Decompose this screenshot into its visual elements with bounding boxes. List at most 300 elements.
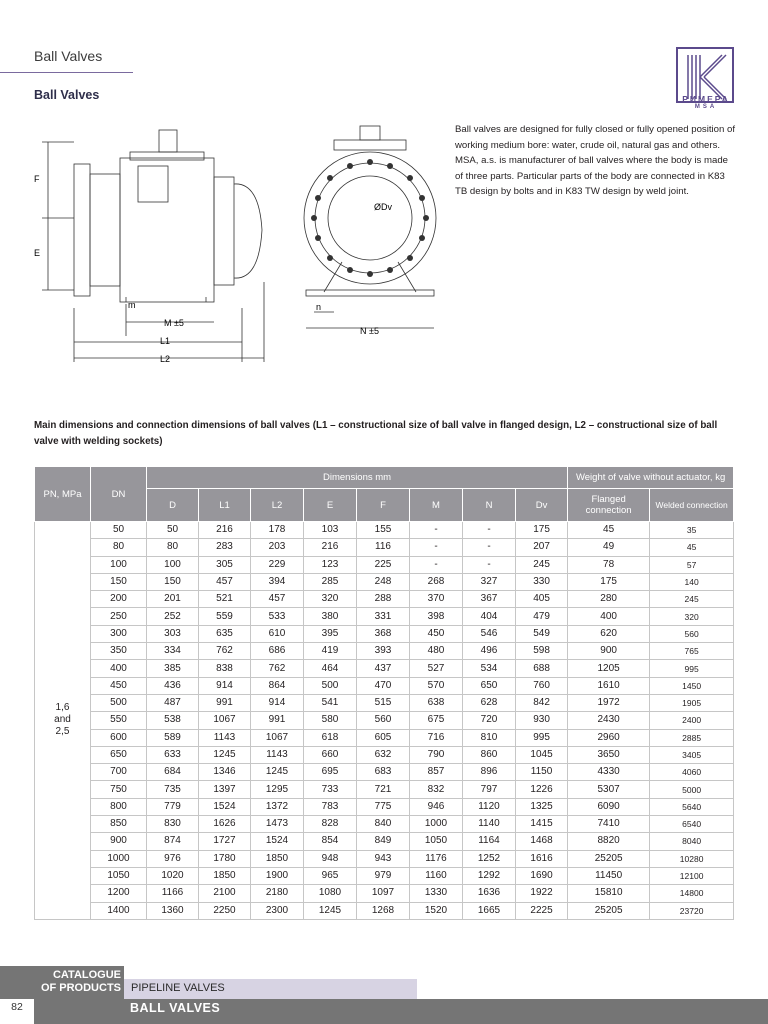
table-cell: 400 <box>91 660 147 677</box>
table-row <box>35 660 734 677</box>
table-row <box>35 643 734 660</box>
footer-pipeline-label: PIPELINE VALVES <box>131 982 225 994</box>
table-cell: 5000 <box>650 781 734 798</box>
table-cell: 620 <box>568 625 650 642</box>
table-cell: 1045 <box>516 746 568 763</box>
table-cell: 800 <box>91 798 147 815</box>
table-cell: 1922 <box>516 885 568 902</box>
table-cell: 2100 <box>199 885 251 902</box>
table-row <box>35 556 734 573</box>
table-cell: 116 <box>357 539 410 556</box>
table-cell: 45 <box>650 539 734 556</box>
table-row <box>35 694 734 711</box>
table-cell: 797 <box>463 781 516 798</box>
table-cell: 12100 <box>650 867 734 884</box>
table-cell: 1120 <box>463 798 516 815</box>
table-cell: 527 <box>410 660 463 677</box>
table-cell: 320 <box>304 591 357 608</box>
table-cell: 1080 <box>304 885 357 902</box>
table-cell: 1143 <box>199 729 251 746</box>
table-cell: 832 <box>410 781 463 798</box>
col-header-l1: L1 <box>199 489 251 522</box>
table-cell: 991 <box>199 694 251 711</box>
table-cell: 1372 <box>251 798 304 815</box>
table-cell: 78 <box>568 556 650 573</box>
table-cell: 229 <box>251 556 304 573</box>
table-cell: 100 <box>147 556 199 573</box>
table-cell: 750 <box>91 781 147 798</box>
table-cell: 900 <box>91 833 147 850</box>
table-cell: - <box>410 539 463 556</box>
table-row <box>35 539 734 556</box>
table-cell: 4060 <box>650 764 734 781</box>
table-cell: 385 <box>147 660 199 677</box>
col-header-d: D <box>147 489 199 522</box>
table-cell: 995 <box>650 660 734 677</box>
table-cell: 1140 <box>463 816 516 833</box>
table-cell: 200 <box>91 591 147 608</box>
table-cell: 2300 <box>251 902 304 919</box>
table-row <box>35 677 734 694</box>
table-cell: 1150 <box>516 764 568 781</box>
table-cell: 331 <box>357 608 410 625</box>
table-cell: 991 <box>251 712 304 729</box>
table-cell: 370 <box>410 591 463 608</box>
table-cell: 534 <box>463 660 516 677</box>
table-cell: 1346 <box>199 764 251 781</box>
table-cell: 735 <box>147 781 199 798</box>
table-cell: 457 <box>251 591 304 608</box>
table-cell: 479 <box>516 608 568 625</box>
table-cell: 5307 <box>568 781 650 798</box>
table-cell: 1415 <box>516 816 568 833</box>
table-cell: 245 <box>650 591 734 608</box>
table-cell: 175 <box>568 573 650 590</box>
table-cell: 830 <box>147 816 199 833</box>
table-cell: 368 <box>357 625 410 642</box>
table-cell: 80 <box>91 539 147 556</box>
table-cell: 6090 <box>568 798 650 815</box>
table-cell: 49 <box>568 539 650 556</box>
section-title: Ball Valves <box>34 88 100 102</box>
table-cell: 1245 <box>304 902 357 919</box>
dim-m-label: m <box>128 300 136 310</box>
table-cell: 549 <box>516 625 568 642</box>
table-cell: 589 <box>147 729 199 746</box>
table-cell: 628 <box>463 694 516 711</box>
table-cell: 1252 <box>463 850 516 867</box>
table-cell: 733 <box>304 781 357 798</box>
table-cell: 327 <box>463 573 516 590</box>
table-cell: 1166 <box>147 885 199 902</box>
table-cell: 8820 <box>568 833 650 850</box>
table-cell: 248 <box>357 573 410 590</box>
table-cell: 828 <box>304 816 357 833</box>
table-cell: 721 <box>357 781 410 798</box>
table-cell: 1665 <box>463 902 516 919</box>
table-cell: 8040 <box>650 833 734 850</box>
table-cell: 638 <box>410 694 463 711</box>
table-cell: 280 <box>568 591 650 608</box>
dimensions-table <box>34 466 734 920</box>
table-cell: - <box>410 556 463 573</box>
table-cell: 15810 <box>568 885 650 902</box>
table-cell: 1325 <box>516 798 568 815</box>
table-cell: 285 <box>304 573 357 590</box>
table-cell: - <box>410 522 463 539</box>
table-row <box>35 625 734 642</box>
table-cell: 464 <box>304 660 357 677</box>
dim-n-label: n <box>316 302 322 312</box>
logo-subtext: MSA <box>694 104 718 110</box>
table-cell: 100 <box>91 556 147 573</box>
table-cell: 546 <box>463 625 516 642</box>
table-cell: 25205 <box>568 902 650 919</box>
table-cell: 979 <box>357 867 410 884</box>
footer-catalogue-label: CATALOGUE OF PRODUCTS <box>40 969 121 994</box>
table-cell: 849 <box>357 833 410 850</box>
table-cell: 720 <box>463 712 516 729</box>
dim-l2-label: L2 <box>160 354 171 364</box>
table-cell: 1626 <box>199 816 251 833</box>
table-cell: 1473 <box>251 816 304 833</box>
table-cell: 203 <box>251 539 304 556</box>
table-cell: 480 <box>410 643 463 660</box>
table-cell: 686 <box>251 643 304 660</box>
pn-cell: 1,6 and 2,5 <box>35 522 91 920</box>
table-cell: 775 <box>357 798 410 815</box>
table-cell: 684 <box>147 764 199 781</box>
dim-dv-label: ØDv <box>374 202 392 212</box>
table-cell: 1292 <box>463 867 516 884</box>
table-cell: 11450 <box>568 867 650 884</box>
table-cell: 436 <box>147 677 199 694</box>
table-cell: 393 <box>357 643 410 660</box>
table-cell: 250 <box>91 608 147 625</box>
table-cell: 288 <box>357 591 410 608</box>
table-row <box>35 885 734 902</box>
table-cell: 850 <box>91 816 147 833</box>
table-cell: 1176 <box>410 850 463 867</box>
table-cell: 2180 <box>251 885 304 902</box>
table-cell: 600 <box>91 729 147 746</box>
table-cell: 35 <box>650 522 734 539</box>
table-cell: 521 <box>199 591 251 608</box>
table-cell: 765 <box>650 643 734 660</box>
table-cell: 268 <box>410 573 463 590</box>
table-cell: 207 <box>516 539 568 556</box>
table-cell: 404 <box>463 608 516 625</box>
table-cell: - <box>463 539 516 556</box>
table-cell: 1164 <box>463 833 516 850</box>
table-cell: 7410 <box>568 816 650 833</box>
valve-drawing <box>34 122 444 370</box>
table-cell: 225 <box>357 556 410 573</box>
table-cell: 80 <box>147 539 199 556</box>
logo-text: РИМЕРА <box>682 94 730 104</box>
table-cell: 533 <box>251 608 304 625</box>
table-cell: 943 <box>357 850 410 867</box>
table-cell: 760 <box>516 677 568 694</box>
table-cell: 175 <box>516 522 568 539</box>
table-cell: 700 <box>91 764 147 781</box>
table-cell: 635 <box>199 625 251 642</box>
table-cell: 10280 <box>650 850 734 867</box>
table-cell: 842 <box>516 694 568 711</box>
table-cell: 216 <box>199 522 251 539</box>
table-cell: 1524 <box>251 833 304 850</box>
table-cell: 1268 <box>357 902 410 919</box>
table-cell: 4330 <box>568 764 650 781</box>
col-header-e: E <box>304 489 357 522</box>
table-cell: 1020 <box>147 867 199 884</box>
table-cell: 810 <box>463 729 516 746</box>
table-cell: 45 <box>568 522 650 539</box>
dim-l1-label: L1 <box>160 336 171 346</box>
table-cell: 976 <box>147 850 199 867</box>
table-cell: 874 <box>147 833 199 850</box>
table-cell: 914 <box>199 677 251 694</box>
table-cell: 914 <box>251 694 304 711</box>
table-cell: 1295 <box>251 781 304 798</box>
table-cell: 14800 <box>650 885 734 902</box>
table-cell: 541 <box>304 694 357 711</box>
dim-n-tol-label: N ±5 <box>360 326 379 336</box>
table-cell: 419 <box>304 643 357 660</box>
dim-f-label: F <box>34 174 40 184</box>
table-row <box>35 816 734 833</box>
table-cell: 965 <box>304 867 357 884</box>
table-cell: 650 <box>463 677 516 694</box>
table-cell: 1067 <box>199 712 251 729</box>
table-cell: 1400 <box>91 902 147 919</box>
table-cell: 560 <box>650 625 734 642</box>
col-header-dv: Dv <box>516 489 568 522</box>
table-cell: 1205 <box>568 660 650 677</box>
table-cell: 2250 <box>199 902 251 919</box>
table-cell: 860 <box>463 746 516 763</box>
table-cell: 762 <box>251 660 304 677</box>
table-cell: 1360 <box>147 902 199 919</box>
table-cell: 50 <box>91 522 147 539</box>
table-row <box>35 522 734 539</box>
table-row <box>35 764 734 781</box>
table-cell: 1616 <box>516 850 568 867</box>
header-title: Ball Valves <box>34 48 103 64</box>
table-cell: 470 <box>357 677 410 694</box>
table-cell: 1200 <box>91 885 147 902</box>
table-cell: 1972 <box>568 694 650 711</box>
table-cell: 6540 <box>650 816 734 833</box>
col-header-pn: PN, MPa <box>35 467 91 522</box>
table-cell: 2225 <box>516 902 568 919</box>
table-cell: 2960 <box>568 729 650 746</box>
col-header-welded: Welded connection <box>650 489 734 522</box>
table-cell: 1850 <box>199 867 251 884</box>
col-header-l2: L2 <box>251 489 304 522</box>
col-header-dimensions: Dimensions mm <box>147 467 568 489</box>
table-cell: 896 <box>463 764 516 781</box>
dim-e-label: E <box>34 248 41 258</box>
table-cell: 245 <box>516 556 568 573</box>
table-row <box>35 781 734 798</box>
table-row <box>35 867 734 884</box>
table-row <box>35 798 734 815</box>
table-cell: 1520 <box>410 902 463 919</box>
table-cell: 1226 <box>516 781 568 798</box>
table-cell: 632 <box>357 746 410 763</box>
col-header-weight: Weight of valve without actuator, kg <box>568 467 734 489</box>
table-cell: 779 <box>147 798 199 815</box>
table-row <box>35 850 734 867</box>
table-cell: 1450 <box>650 677 734 694</box>
col-header-m: M <box>410 489 463 522</box>
table-cell: 550 <box>91 712 147 729</box>
col-header-flanged: Flanged connection <box>568 489 650 522</box>
dim-m-tol-label: M ±5 <box>164 318 184 328</box>
table-cell: 496 <box>463 643 516 660</box>
table-cell: 1330 <box>410 885 463 902</box>
table-row <box>35 902 734 919</box>
table-cell: 570 <box>410 677 463 694</box>
table-cell: 2400 <box>650 712 734 729</box>
table-cell: 538 <box>147 712 199 729</box>
table-cell: 320 <box>650 608 734 625</box>
table-cell: - <box>463 522 516 539</box>
table-cell: 560 <box>357 712 410 729</box>
table-cell: 155 <box>357 522 410 539</box>
table-row <box>35 608 734 625</box>
table-cell: 216 <box>304 539 357 556</box>
table-cell: 367 <box>463 591 516 608</box>
table-cell: 930 <box>516 712 568 729</box>
table-row <box>35 591 734 608</box>
table-cell: 123 <box>304 556 357 573</box>
table-cell: 1097 <box>357 885 410 902</box>
table-cell: 618 <box>304 729 357 746</box>
table-cell: 457 <box>199 573 251 590</box>
footer-section-label: BALL VALVES <box>130 1001 221 1015</box>
table-cell: 3650 <box>568 746 650 763</box>
table-cell: 946 <box>410 798 463 815</box>
table-cell: 252 <box>147 608 199 625</box>
table-caption: Main dimensions and connection dimensions of ball valves (L1 – constructional size of ball valve in flanged design, L2 – constructional size of ball valve with welding sockets) <box>34 420 718 447</box>
table-cell: 610 <box>251 625 304 642</box>
table-cell: 2430 <box>568 712 650 729</box>
table-cell: 1900 <box>251 867 304 884</box>
table-cell: 580 <box>304 712 357 729</box>
table-cell: 1050 <box>91 867 147 884</box>
table-cell: 633 <box>147 746 199 763</box>
table-row <box>35 746 734 763</box>
table-cell: 283 <box>199 539 251 556</box>
table-cell: 688 <box>516 660 568 677</box>
table-cell: 380 <box>304 608 357 625</box>
table-cell: 350 <box>91 643 147 660</box>
table-cell: - <box>463 556 516 573</box>
table-cell: 400 <box>568 608 650 625</box>
table-cell: 515 <box>357 694 410 711</box>
table-cell: 854 <box>304 833 357 850</box>
table-cell: 398 <box>410 608 463 625</box>
table-cell: 683 <box>357 764 410 781</box>
table-cell: 1727 <box>199 833 251 850</box>
table-cell: 395 <box>304 625 357 642</box>
table-cell: 1050 <box>410 833 463 850</box>
table-cell: 500 <box>304 677 357 694</box>
table-cell: 50 <box>147 522 199 539</box>
table-cell: 1636 <box>463 885 516 902</box>
table-cell: 2885 <box>650 729 734 746</box>
table-cell: 150 <box>147 573 199 590</box>
table-cell: 864 <box>251 677 304 694</box>
table-cell: 1690 <box>516 867 568 884</box>
table-cell: 3405 <box>650 746 734 763</box>
table-cell: 394 <box>251 573 304 590</box>
table-cell: 857 <box>410 764 463 781</box>
table-cell: 1610 <box>568 677 650 694</box>
table-cell: 305 <box>199 556 251 573</box>
table-cell: 660 <box>304 746 357 763</box>
table-row <box>35 712 734 729</box>
table-cell: 1524 <box>199 798 251 815</box>
table-cell: 1143 <box>251 746 304 763</box>
table-cell: 1245 <box>199 746 251 763</box>
header-divider <box>0 72 133 73</box>
table-cell: 650 <box>91 746 147 763</box>
page-number: 82 <box>0 999 34 1024</box>
table-row <box>35 729 734 746</box>
table-cell: 487 <box>147 694 199 711</box>
table-cell: 300 <box>91 625 147 642</box>
table-cell: 598 <box>516 643 568 660</box>
description-text: Ball valves are designed for fully closed or fully opened position of working medium bore: water, crude oil, natural gas and others. MSA, a.s. is manufacturer of ball valves where the body is made of three parts. Particular parts of the body are connected in K83 TB design by bolts and in K83 TW design by weld joint. <box>455 124 735 197</box>
table-cell: 23720 <box>650 902 734 919</box>
table-cell: 5640 <box>650 798 734 815</box>
table-cell: 762 <box>199 643 251 660</box>
table-cell: 1000 <box>91 850 147 867</box>
table-cell: 25205 <box>568 850 650 867</box>
table-cell: 450 <box>91 677 147 694</box>
col-header-dn: DN <box>91 467 147 522</box>
table-cell: 900 <box>568 643 650 660</box>
table-cell: 1000 <box>410 816 463 833</box>
table-cell: 1905 <box>650 694 734 711</box>
table-cell: 1850 <box>251 850 304 867</box>
table-cell: 605 <box>357 729 410 746</box>
table-cell: 1468 <box>516 833 568 850</box>
table-cell: 330 <box>516 573 568 590</box>
table-cell: 201 <box>147 591 199 608</box>
table-cell: 716 <box>410 729 463 746</box>
table-cell: 1245 <box>251 764 304 781</box>
table-cell: 790 <box>410 746 463 763</box>
table-cell: 178 <box>251 522 304 539</box>
table-cell: 437 <box>357 660 410 677</box>
table-row <box>35 833 734 850</box>
col-header-f: F <box>357 489 410 522</box>
table-cell: 840 <box>357 816 410 833</box>
table-cell: 675 <box>410 712 463 729</box>
table-cell: 783 <box>304 798 357 815</box>
table-cell: 1067 <box>251 729 304 746</box>
table-cell: 838 <box>199 660 251 677</box>
table-cell: 405 <box>516 591 568 608</box>
table-cell: 1397 <box>199 781 251 798</box>
table-cell: 1780 <box>199 850 251 867</box>
table-cell: 334 <box>147 643 199 660</box>
table-cell: 150 <box>91 573 147 590</box>
